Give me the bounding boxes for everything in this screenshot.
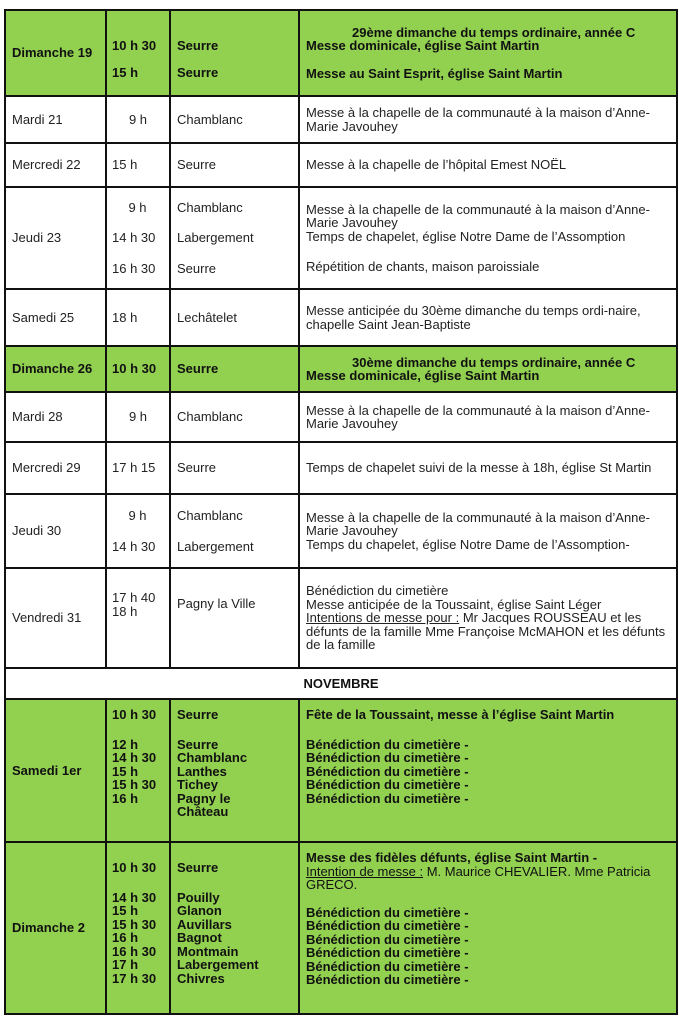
- description-cell: Temps de chapelet suivi de la messe à 18h, église St Martin: [299, 442, 677, 494]
- time-cell: 18 h: [106, 289, 170, 346]
- table-row-mardi-28: [5, 392, 677, 442]
- table-row-dimanche-19: [5, 10, 677, 96]
- table-row-mercredi-29: [5, 442, 677, 494]
- time-cell: 17 h 40 18 h: [106, 568, 170, 668]
- place-cell: Pagny la Ville: [170, 568, 299, 668]
- day-cell: Mercredi 22: [5, 143, 106, 187]
- table-row-vendredi-31: [5, 568, 677, 668]
- day-cell: Vendredi 31: [5, 568, 106, 668]
- place-cell: Chamblanc Labergement Seurre: [170, 187, 299, 289]
- intention-label: Intention de messe :: [306, 863, 424, 879]
- description-cell: 30ème dimanche du temps ordinaire, année C Messe dominicale, église Saint Martin: [299, 346, 677, 392]
- month-label: NOVEMBRE: [5, 668, 677, 699]
- month-header-row: [5, 668, 677, 699]
- time-cell: 10 h 30 14 h 30 15 h 15 h 30 16 h 16 h 30 17 h 17 h 30: [106, 842, 170, 1014]
- intention-label: Intentions de messe pour :: [306, 610, 460, 626]
- place-cell: Chamblanc: [170, 392, 299, 442]
- table-row-mercredi-22: [5, 143, 677, 187]
- time-cell: 9 h 14 h 30 16 h 30: [106, 187, 170, 289]
- place-cell: Seurre: [170, 346, 299, 392]
- table-row-dimanche-26: [5, 346, 677, 392]
- day-cell: Jeudi 23: [5, 187, 106, 289]
- day-cell: Jeudi 30: [5, 494, 106, 568]
- table-row-samedi-1er: [5, 699, 677, 842]
- place-cell: Seurre Pouilly Glanon Auvillars Bagnot Montmain Labergement Chivres: [170, 842, 299, 1014]
- description-cell: Fête de la Toussaint, messe à l’église Saint Martin Bénédiction du cimetière - Bénédiction du cimetière - Bénédiction du cimetière - Bénédiction du cimetière - Bénédiction du cimetière -: [299, 699, 677, 842]
- time-cell: 17 h 15: [106, 442, 170, 494]
- description-cell: Messe à la chapelle de la communauté à la maison d’Anne-Marie Javouhey Temps de chapelet, église Notre Dame de l’Assomption Répétition de chants, maison paroissiale: [299, 187, 677, 289]
- place-cell: Seurre: [170, 143, 299, 187]
- description-cell: Messe à la chapelle de la communauté à la maison d’Anne-Marie Javouhey: [299, 96, 677, 143]
- description-cell: Bénédiction du cimetière Messe anticipée de la Toussaint, église Saint Léger Intentions de messe pour : Mr Jacques ROUSSEAU et les défunts de la famille Mme Françoise McMAHON et les défunts de la famille: [299, 568, 677, 668]
- description-cell: 29ème dimanche du temps ordinaire, année C Messe dominicale, église Saint Martin Messe au Saint Esprit, église Saint Martin: [299, 10, 677, 96]
- time-cell: 15 h: [106, 143, 170, 187]
- time-cell: 10 h 30: [106, 346, 170, 392]
- description-cell: Messe à la chapelle de la communauté à la maison d’Anne-Marie Javouhey: [299, 392, 677, 442]
- parish-schedule-table: [4, 9, 678, 1015]
- place-cell: Seurre Seurre: [170, 10, 299, 96]
- day-cell: Samedi 1er: [5, 699, 106, 842]
- day-cell: Dimanche 26: [5, 346, 106, 392]
- place-cell: Seurre: [170, 442, 299, 494]
- table-row-jeudi-23: [5, 187, 677, 289]
- description-cell: Messe des fidèles défunts, église Saint Martin - Intention de messe : M. Maurice CHEVALIER. Mme Patricia GRECO. Bénédiction du cimetière - Bénédiction du cimetière - Bénédiction du cimetière - Bénédiction du cimetière - Bénédiction du cimetière - Bénédiction du cimetière -: [299, 842, 677, 1014]
- time-cell: 10 h 30 15 h: [106, 10, 170, 96]
- description-cell: Messe à la chapelle de l’hôpital Emest NOËL: [299, 143, 677, 187]
- day-cell: Mardi 21: [5, 96, 106, 143]
- time-cell: 10 h 30 12 h 14 h 30 15 h 15 h 30 16 h: [106, 699, 170, 842]
- day-cell: Dimanche 19: [5, 10, 106, 96]
- table-row-jeudi-30: [5, 494, 677, 568]
- day-cell: Dimanche 2: [5, 842, 106, 1014]
- description-cell: Messe à la chapelle de la communauté à la maison d’Anne-Marie Javouhey Temps du chapelet, église Notre Dame de l’Assomption-: [299, 494, 677, 568]
- place-cell: Chamblanc Labergement: [170, 494, 299, 568]
- day-cell: Mardi 28: [5, 392, 106, 442]
- description-cell: Messe anticipée du 30ème dimanche du temps ordi-naire, chapelle Saint Jean-Baptiste: [299, 289, 677, 346]
- time-cell: 9 h: [106, 96, 170, 143]
- table-row-mardi-21: [5, 96, 677, 143]
- table-row-samedi-25: [5, 289, 677, 346]
- table-row-dimanche-2: [5, 842, 677, 1014]
- place-cell: Chamblanc: [170, 96, 299, 143]
- time-cell: 9 h: [106, 392, 170, 442]
- place-cell: Lechâtelet: [170, 289, 299, 346]
- time-cell: 9 h 14 h 30: [106, 494, 170, 568]
- day-cell: Samedi 25: [5, 289, 106, 346]
- day-cell: Mercredi 29: [5, 442, 106, 494]
- place-cell: Seurre Seurre Chamblanc Lanthes Tichey Pagny le Château: [170, 699, 299, 842]
